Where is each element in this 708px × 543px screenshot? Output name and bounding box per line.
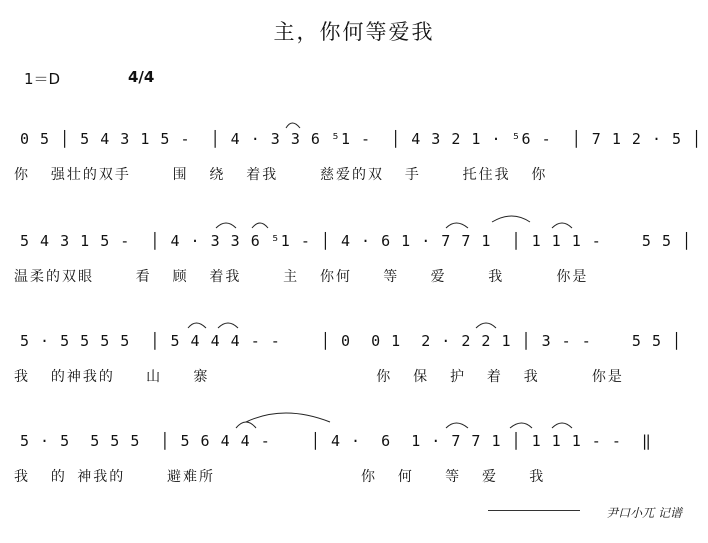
slur xyxy=(510,423,532,428)
slur xyxy=(286,123,300,128)
key-signature: 1＝D xyxy=(24,70,61,88)
slur xyxy=(446,223,468,228)
slur xyxy=(552,423,572,428)
time-signature: 4/4 xyxy=(128,68,155,86)
slur xyxy=(552,223,572,228)
slur xyxy=(476,323,496,328)
slur xyxy=(216,223,236,228)
slur xyxy=(246,413,330,422)
lyrics-line: 你 强壮的双手 围 绕 着我 慈爱的双 手 托住我 你 xyxy=(14,167,548,183)
credit-rule xyxy=(488,510,580,511)
slur xyxy=(218,323,238,328)
notes-line: 5 · 5 5 5 5 │ 5 6 4 4 - │ 4 · 6 1 · 7 7 1 │ 1 1 1 - - ‖ xyxy=(20,432,652,450)
slur xyxy=(236,422,256,428)
slur xyxy=(446,423,468,428)
song-title: 主，你何等爱我 xyxy=(273,20,435,44)
notes-line: 0 5 │ 5 4 3 1 5 - │ 4 · 3 3 6 ⁵1 - │ 4 3 2 1 · ⁵6 - │ 7 1 2 · 5 │ xyxy=(20,130,703,148)
slur xyxy=(492,216,530,222)
notes-line: 5 4 3 1 5 - │ 4 · 3 3 6 ⁵1 - │ 4 · 6 1 · 7 7 1 │ 1 1 1 - 5 5 │ xyxy=(20,232,693,250)
lyrics-line: 我 的神我的 山 寨 你 保 护 着 我 你是 xyxy=(14,369,624,385)
slur xyxy=(252,223,268,228)
lyrics-line: 温柔的双眼 看 顾 着我 主 你何 等 爱 我 你是 xyxy=(14,269,589,285)
notes-line: 5 · 5 5 5 5 │ 5 4 4 4 - - │ 0 0 1 2 · 2 2 1 │ 3 - - 5 5 │ xyxy=(20,332,683,350)
transcriber-credit: 尹口小兀 记谱 xyxy=(606,506,682,520)
slur xyxy=(188,323,206,328)
lyrics-line: 我 的 神我的 避难所 你 何 等 爱 我 xyxy=(14,469,546,485)
